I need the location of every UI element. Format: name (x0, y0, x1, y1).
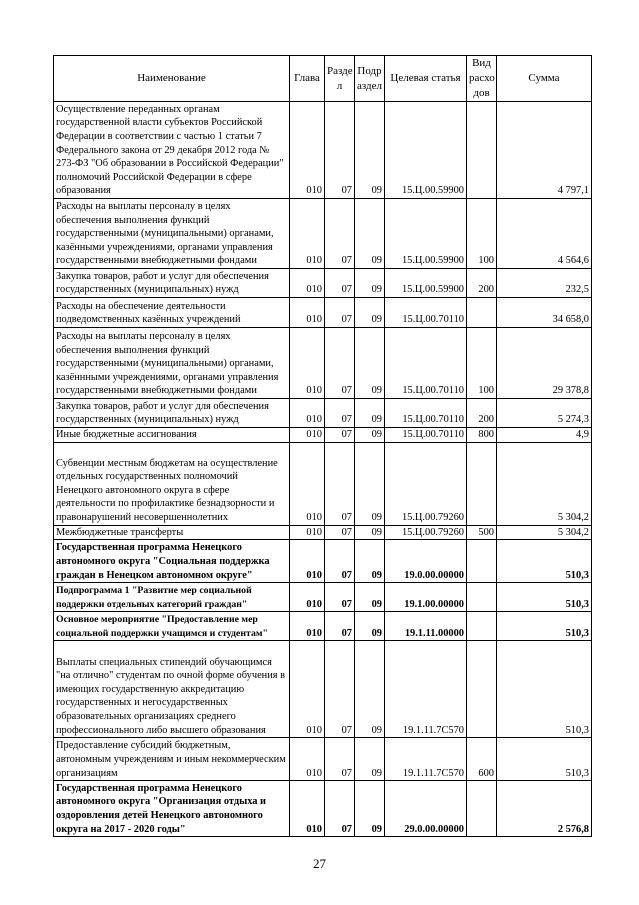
row-sum: 232,5 (497, 269, 592, 298)
row-vid: 200 (467, 399, 497, 428)
row-vid (467, 102, 497, 199)
row-target: 15.Ц.00.70110 (385, 298, 467, 328)
row-vid (467, 583, 497, 612)
row-glava: 010 (290, 583, 325, 612)
budget-table (53, 55, 592, 837)
row-podrazdel: 09 (355, 102, 385, 199)
row-target: 19.1.00.00000 (385, 583, 467, 612)
row-name: Основное мероприятие "Предоставление мер социальной поддержки учащимся и студентам" (54, 612, 290, 641)
row-razdel: 07 (325, 738, 355, 781)
row-target: 15.Ц.00.79260 (385, 525, 467, 540)
row-podrazdel: 09 (355, 612, 385, 641)
row-razdel: 07 (325, 583, 355, 612)
row-target: 29.0.00.00000 (385, 781, 467, 837)
row-sum: 5 304,2 (497, 442, 592, 525)
row-razdel: 07 (325, 781, 355, 837)
table-row (54, 641, 592, 738)
table-row (54, 428, 592, 443)
row-glava: 010 (290, 199, 325, 269)
table-row (54, 540, 592, 583)
row-sum: 4 797,1 (497, 102, 592, 199)
row-glava: 010 (290, 540, 325, 583)
row-vid (467, 781, 497, 837)
row-name: Выплаты специальных стипендий обучающимся "на отлично" студентам по очной форме обучения в имеющих государственную аккредитацию государственных и негосударственных образовательных организациях среднего профессионального либо высшего образования (54, 641, 290, 738)
row-vid: 500 (467, 525, 497, 540)
table-row (54, 269, 592, 298)
row-razdel: 07 (325, 540, 355, 583)
table-row (54, 102, 592, 199)
table-row (54, 298, 592, 328)
row-target: 15.Ц.00.70110 (385, 399, 467, 428)
row-name: Государственная программа Ненецкого автономного округа "Организация отдыха и оздоровления детей Ненецкого автономного округа на 2017 - 2020 годы" (54, 781, 290, 837)
row-target: 19.1.11.7C570 (385, 738, 467, 781)
row-sum: 510,3 (497, 612, 592, 641)
row-name: Межбюджетные трансферты (54, 525, 290, 540)
row-glava: 010 (290, 328, 325, 399)
row-glava: 010 (290, 612, 325, 641)
row-podrazdel: 09 (355, 738, 385, 781)
row-podrazdel: 09 (355, 442, 385, 525)
row-glava: 010 (290, 525, 325, 540)
row-sum: 510,3 (497, 641, 592, 738)
row-razdel: 07 (325, 199, 355, 269)
row-name: Расходы на выплаты персоналу в целях обеспечения выполнения функций государственными (муниципальными) органами, казённными учреждениями, органами управления государственными внебюджетными фондами (54, 328, 290, 399)
row-podrazdel: 09 (355, 641, 385, 738)
table-row (54, 399, 592, 428)
row-target: 15.Ц.00.70110 (385, 428, 467, 443)
row-glava: 010 (290, 442, 325, 525)
row-name: Расходы на обеспечение деятельности подведомственных казённых учреждений (54, 298, 290, 328)
row-name: Расходы на выплаты персоналу в целях обеспечения выполнения функций государственными (муниципальными) органами, казёнными учреждениями, органами управления государственными внебюджетными фондами (54, 199, 290, 269)
row-sum: 4 564,6 (497, 199, 592, 269)
row-podrazdel: 09 (355, 199, 385, 269)
row-glava: 010 (290, 641, 325, 738)
row-razdel: 07 (325, 328, 355, 399)
header-sum: Сумма (497, 56, 592, 102)
row-podrazdel: 09 (355, 428, 385, 443)
header-vid: Вид расхо дов (467, 56, 497, 102)
row-name: Предоставление субсидий бюджетным, автономным учреждениям и иным некоммерческим организациям (54, 738, 290, 781)
header-name: Наименование (54, 56, 290, 102)
row-glava: 010 (290, 781, 325, 837)
row-vid (467, 442, 497, 525)
row-podrazdel: 09 (355, 399, 385, 428)
row-podrazdel: 09 (355, 525, 385, 540)
row-target: 19.1.11.00000 (385, 612, 467, 641)
row-name: Государственная программа Ненецкого автономного округа "Социальная поддержка граждан в Ненецком автономном округе" (54, 540, 290, 583)
row-target: 15.Ц.00.59900 (385, 269, 467, 298)
row-sum: 29 378,8 (497, 328, 592, 399)
header-row (54, 56, 592, 102)
row-vid (467, 612, 497, 641)
row-sum: 5 304,2 (497, 525, 592, 540)
table-row (54, 328, 592, 399)
row-podrazdel: 09 (355, 781, 385, 837)
row-razdel: 07 (325, 399, 355, 428)
row-razdel: 07 (325, 102, 355, 199)
row-sum: 5 274,3 (497, 399, 592, 428)
row-sum: 4,9 (497, 428, 592, 443)
row-podrazdel: 09 (355, 269, 385, 298)
row-podrazdel: 09 (355, 540, 385, 583)
table-row (54, 199, 592, 269)
row-podrazdel: 09 (355, 328, 385, 399)
row-vid: 800 (467, 428, 497, 443)
row-sum: 34 658,0 (497, 298, 592, 328)
row-razdel: 07 (325, 428, 355, 443)
table-row (54, 583, 592, 612)
table-row (54, 442, 592, 525)
row-target: 15.Ц.00.59900 (385, 199, 467, 269)
row-sum: 510,3 (497, 540, 592, 583)
row-glava: 010 (290, 428, 325, 443)
row-name: Подпрограмма 1 "Развитие мер социальной поддержки отдельных категорий граждан" (54, 583, 290, 612)
row-podrazdel: 09 (355, 583, 385, 612)
row-vid: 600 (467, 738, 497, 781)
row-vid (467, 641, 497, 738)
row-vid (467, 298, 497, 328)
row-name: Иные бюджетные ассигнования (54, 428, 290, 443)
table-row (54, 525, 592, 540)
row-sum: 510,3 (497, 583, 592, 612)
header-podrazdel: Подр аздел (355, 56, 385, 102)
row-razdel: 07 (325, 641, 355, 738)
row-vid: 100 (467, 328, 497, 399)
row-glava: 010 (290, 269, 325, 298)
row-razdel: 07 (325, 442, 355, 525)
row-target: 19.0.00.00000 (385, 540, 467, 583)
row-glava: 010 (290, 102, 325, 199)
row-name: Субвенции местным бюджетам на осуществление отдельных государственных полномочий Ненецкого автономного округа в сфере деятельности по профилактике безнадзорности и правонарушений несовершеннолетних (54, 442, 290, 525)
row-target: 19.1.11.7C570 (385, 641, 467, 738)
row-razdel: 07 (325, 269, 355, 298)
header-glava: Глава (290, 56, 325, 102)
row-name: Осуществление переданных органам государственной власти субъектов Российской Федерации в соответствии с частью 1 статьи 7 Федерального закона от 29 декабря 2012 года № 273-ФЗ "Об образовании в Российской Федерации" полномочий Российской Федерации в сфере образования (54, 102, 290, 199)
row-razdel: 07 (325, 298, 355, 328)
row-target: 15.Ц.00.79260 (385, 442, 467, 525)
row-target: 15.Ц.00.70110 (385, 328, 467, 399)
row-sum: 2 576,8 (497, 781, 592, 837)
header-razdel: Разде л (325, 56, 355, 102)
row-vid (467, 540, 497, 583)
row-name: Закупка товаров, работ и услуг для обеспечения государственных (муниципальных) нужд (54, 399, 290, 428)
table-row (54, 738, 592, 781)
row-glava: 010 (290, 399, 325, 428)
header-target: Целевая статья (385, 56, 467, 102)
row-target: 15.Ц.00.59900 (385, 102, 467, 199)
row-glava: 010 (290, 738, 325, 781)
page-number: 27 (313, 856, 326, 871)
row-razdel: 07 (325, 525, 355, 540)
row-glava: 010 (290, 298, 325, 328)
row-sum: 510,3 (497, 738, 592, 781)
row-vid: 200 (467, 269, 497, 298)
row-razdel: 07 (325, 612, 355, 641)
row-vid: 100 (467, 199, 497, 269)
table-row (54, 612, 592, 641)
table-row (54, 781, 592, 837)
row-podrazdel: 09 (355, 298, 385, 328)
row-name: Закупка товаров, работ и услуг для обеспечения государственных (муниципальных) нужд (54, 269, 290, 298)
